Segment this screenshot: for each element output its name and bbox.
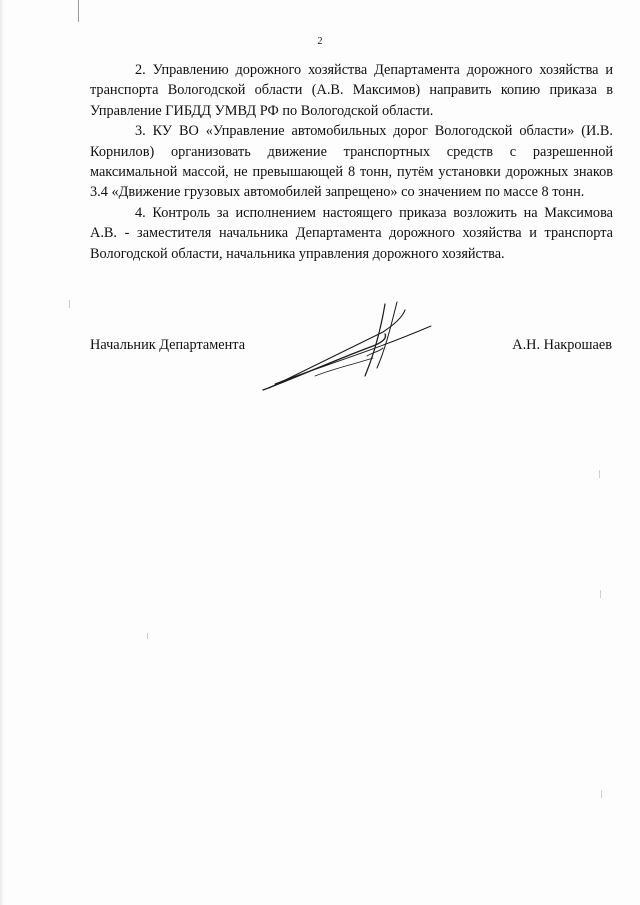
scan-artifact [599, 470, 600, 478]
page-number: 2 [317, 36, 323, 47]
scan-artifact [78, 0, 79, 22]
handwritten-signature [255, 298, 440, 398]
signatory-name: А.Н. Накрошаев [512, 337, 612, 353]
scan-edge [0, 0, 4, 905]
paragraph-2: 2. Управлению дорожного хозяйства Департамента дорожного хозяйства и транспорта Вологодской области (А.В. Максимов) направить копию приказа в Управление ГИБДД УМВД РФ по Вологодской области. [90, 62, 613, 119]
scan-artifact [69, 300, 70, 308]
scan-artifact [600, 590, 601, 598]
order-body [90, 60, 613, 264]
signatory-title: Начальник Департамента [90, 337, 246, 353]
paragraph-3: 3. КУ ВО «Управление автомобильных дорог Вологодской области» (И.В. Корнилов) организовать движение транспортных средств с разрешенной максимальной массой, не превышающей 8 тонн, путём установки дорожных знаков 3.4 «Движение грузовых автомобилей запрещено» со значением по массе 8 тонн. [90, 123, 613, 201]
scan-artifact [147, 633, 148, 639]
scan-artifact [601, 790, 602, 798]
paragraph-4: 4. Контроль за исполнением настоящего приказа возложить на Максимова А.В. - заместителя начальника Департамента дорожного хозяйства и транспорта Вологодской области, начальника управления дорожного хозяйства. [90, 204, 613, 262]
